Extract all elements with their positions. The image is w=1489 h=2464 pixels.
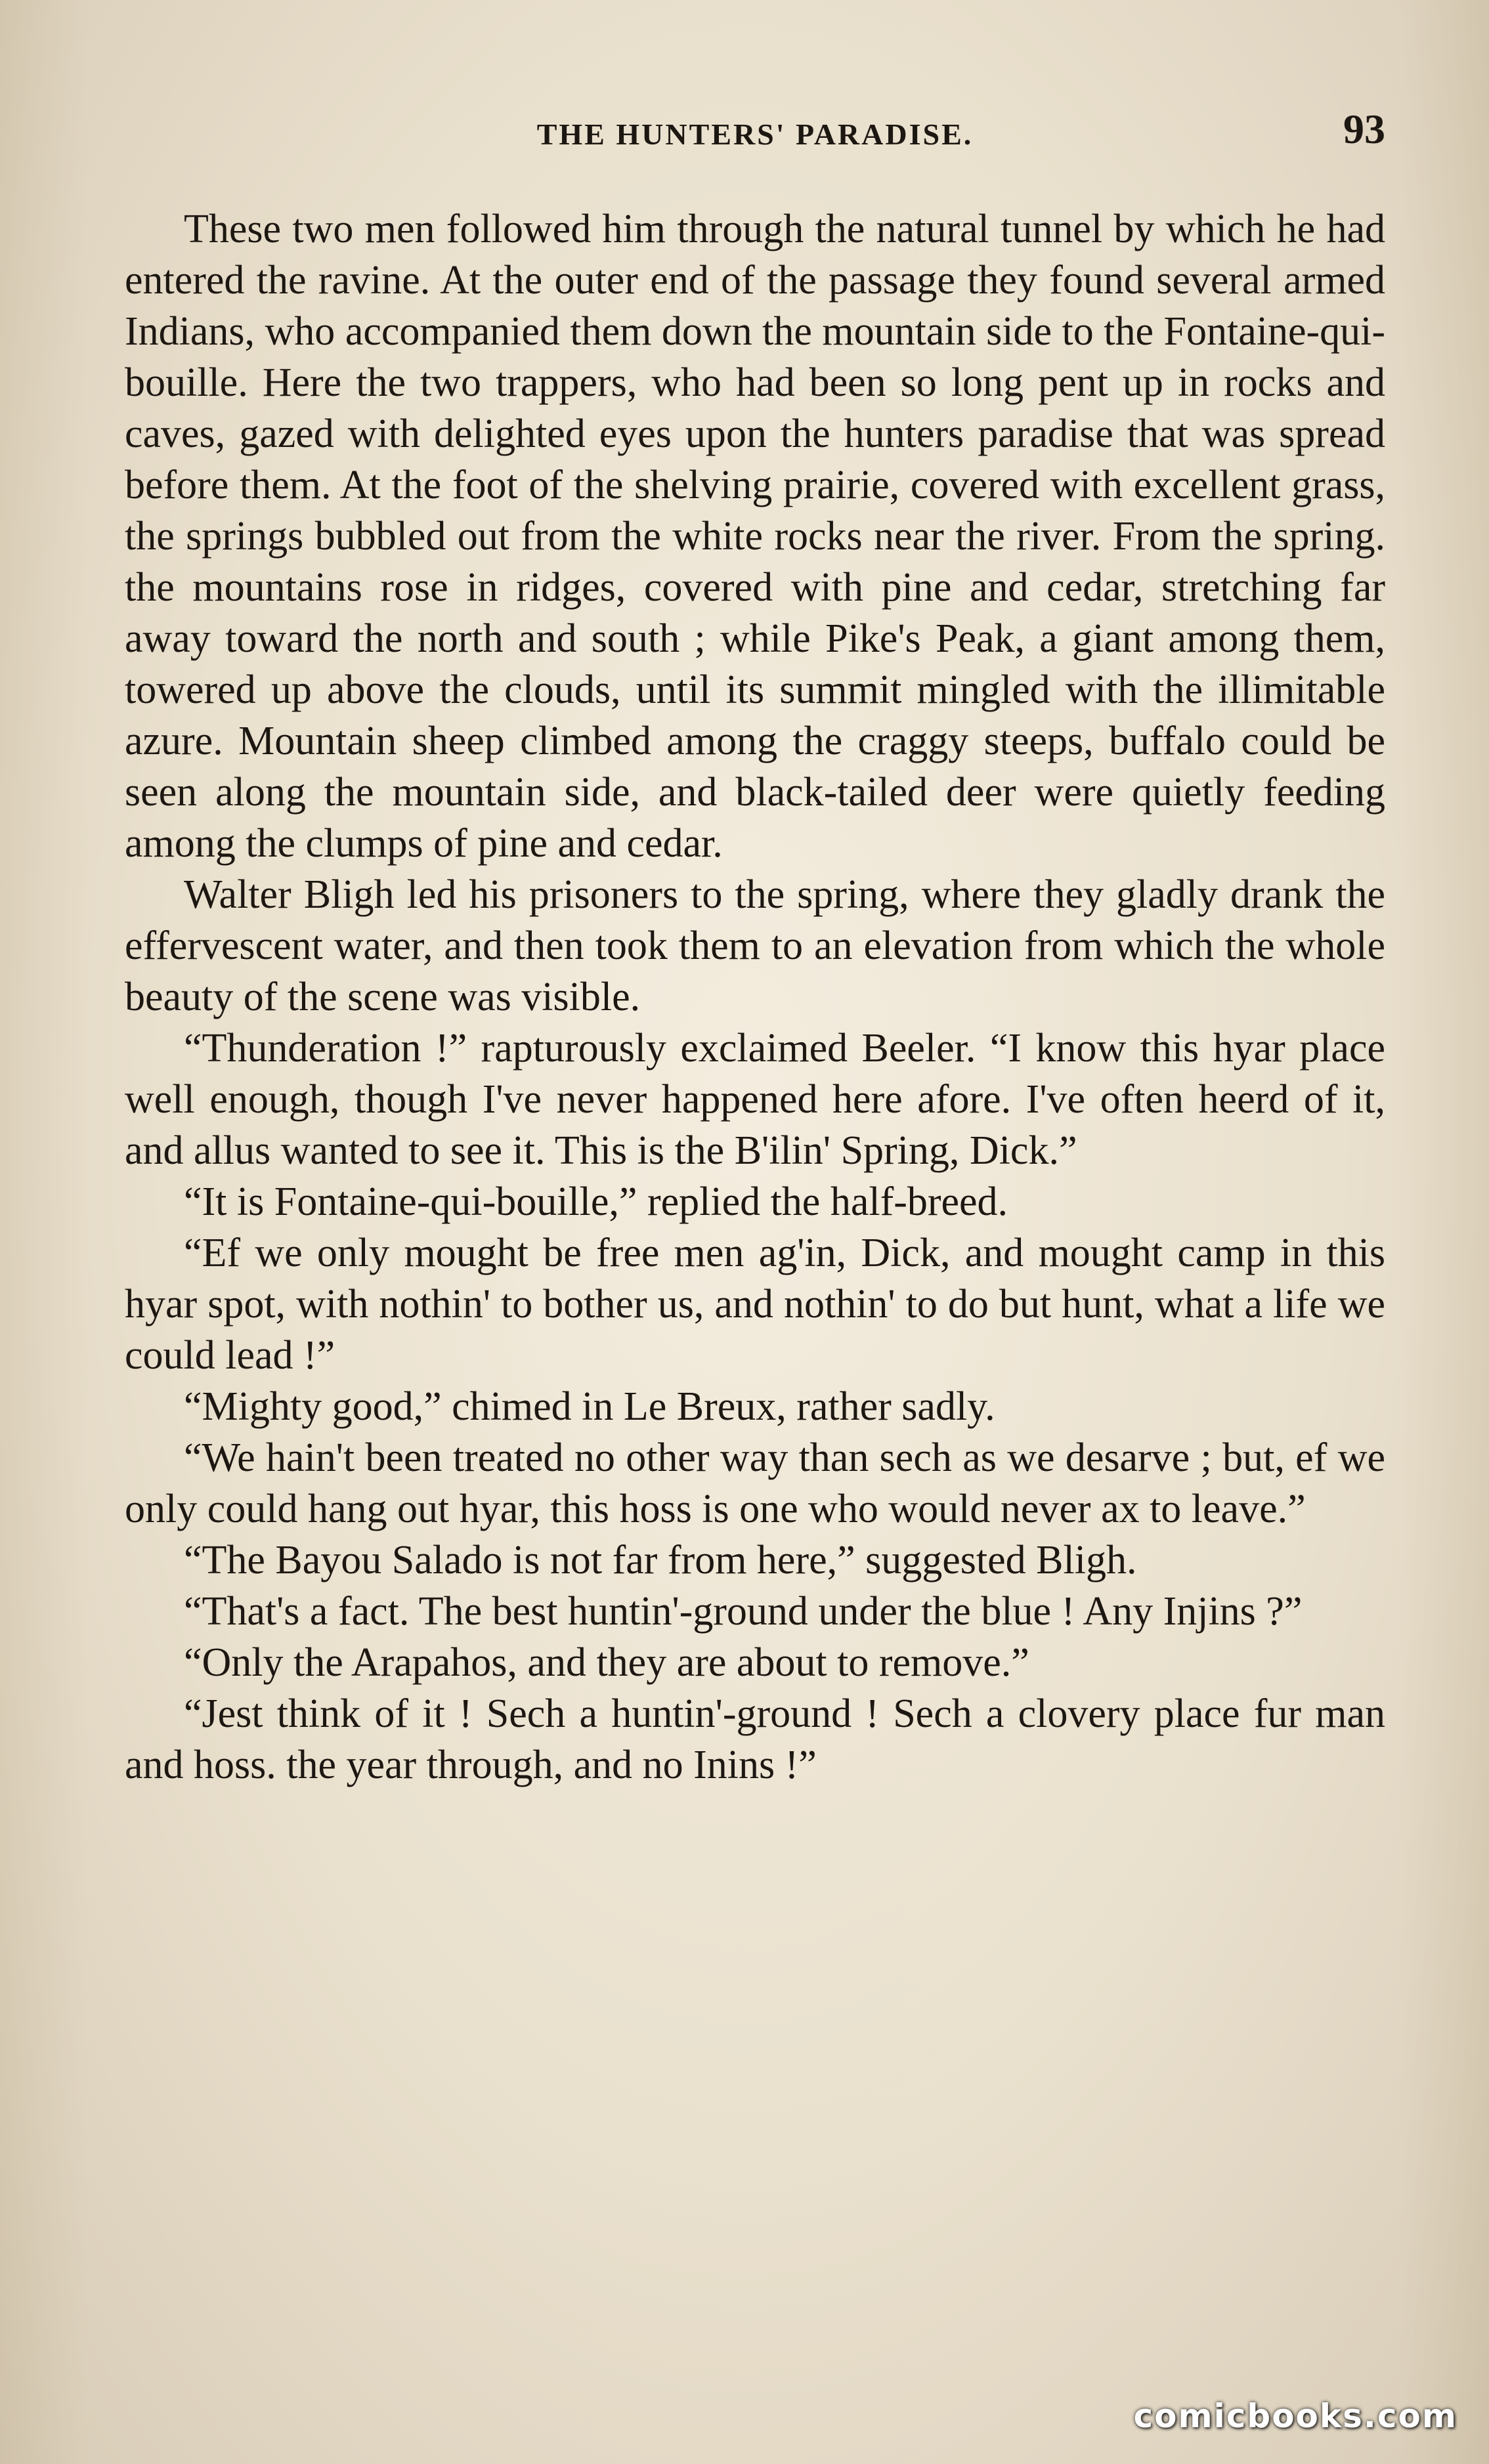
paragraph: “Only the Arapahos, and they are about to remove.” xyxy=(184,1640,1029,1685)
paragraph: “It is Fontaine-qui-bouille,” replied the half-breed. xyxy=(184,1179,1008,1224)
paragraph: “Jest think of it ! Sech a huntin'-ground ! Sech a clovery place fur man and hoss. the year through, and no Inins !” xyxy=(125,1691,1385,1787)
paragraph: “Ef we only mought be free men ag'in, Dick, and mought camp in this hyar spot, with nothin' to bother us, and nothin' to do but hunt, what a life we could lead !” xyxy=(125,1231,1385,1378)
paragraph: These two men followed him through the natural tunnel by which he had entered the ravine. At the outer end of the passage they found several armed Indians, who accompanied them down the mountain side to the Fontaine-qui-bouille. Here the two trappers, who had been so long pent up in rocks and caves, gazed with delighted eyes upon the hunters paradise that was spread before them. At the foot of the shelving prairie, covered with excellent grass, the springs bubbled out from the white rocks near the river. From the spring. the mountains rose in ridges, covered with pine and cedar, stretching far away toward the north and south ; while Pike's Peak, a giant among them, towered up above the clouds, until its summit mingled with the illimitable azure. Mountain sheep climbed among the craggy steeps, buffalo could be seen along the mountain side, and black-tailed deer were quietly feeding among the clumps of pine and cedar. xyxy=(125,207,1385,866)
paragraph: “We hain't been treated no other way than sech as we desarve ; but, ef we only could hang out hyar, this hoss is one who would never ax to leave.” xyxy=(125,1435,1385,1531)
paragraph: “Thunderation !” rapturously exclaimed Beeler. “I know this hyar place well enough, though I've never happened here afore. I've often heerd of it, and allus wanted to see it. This is the B'ilin' Spring, Dick.” xyxy=(125,1026,1385,1173)
paragraph: “The Bayou Salado is not far from here,” suggested Bligh. xyxy=(184,1538,1137,1582)
body-text xyxy=(125,203,1385,2304)
paragraph: Walter Bligh led his prisoners to the spring, where they gladly drank the effervescent water, and then took them to an elevation from which the whole beauty of the scene was visible. xyxy=(125,872,1385,1019)
running-head: THE HUNTERS' PARADISE. xyxy=(536,117,974,151)
paragraph: “That's a fact. The best huntin'-ground under the blue ! Any Injins ?” xyxy=(184,1589,1303,1634)
paragraph: “Mighty good,” chimed in Le Breux, rather sadly. xyxy=(184,1384,995,1429)
watermark: comicbooks.com xyxy=(1133,2397,1457,2435)
page-header xyxy=(125,105,1385,164)
page-number: 93 xyxy=(1343,106,1385,152)
